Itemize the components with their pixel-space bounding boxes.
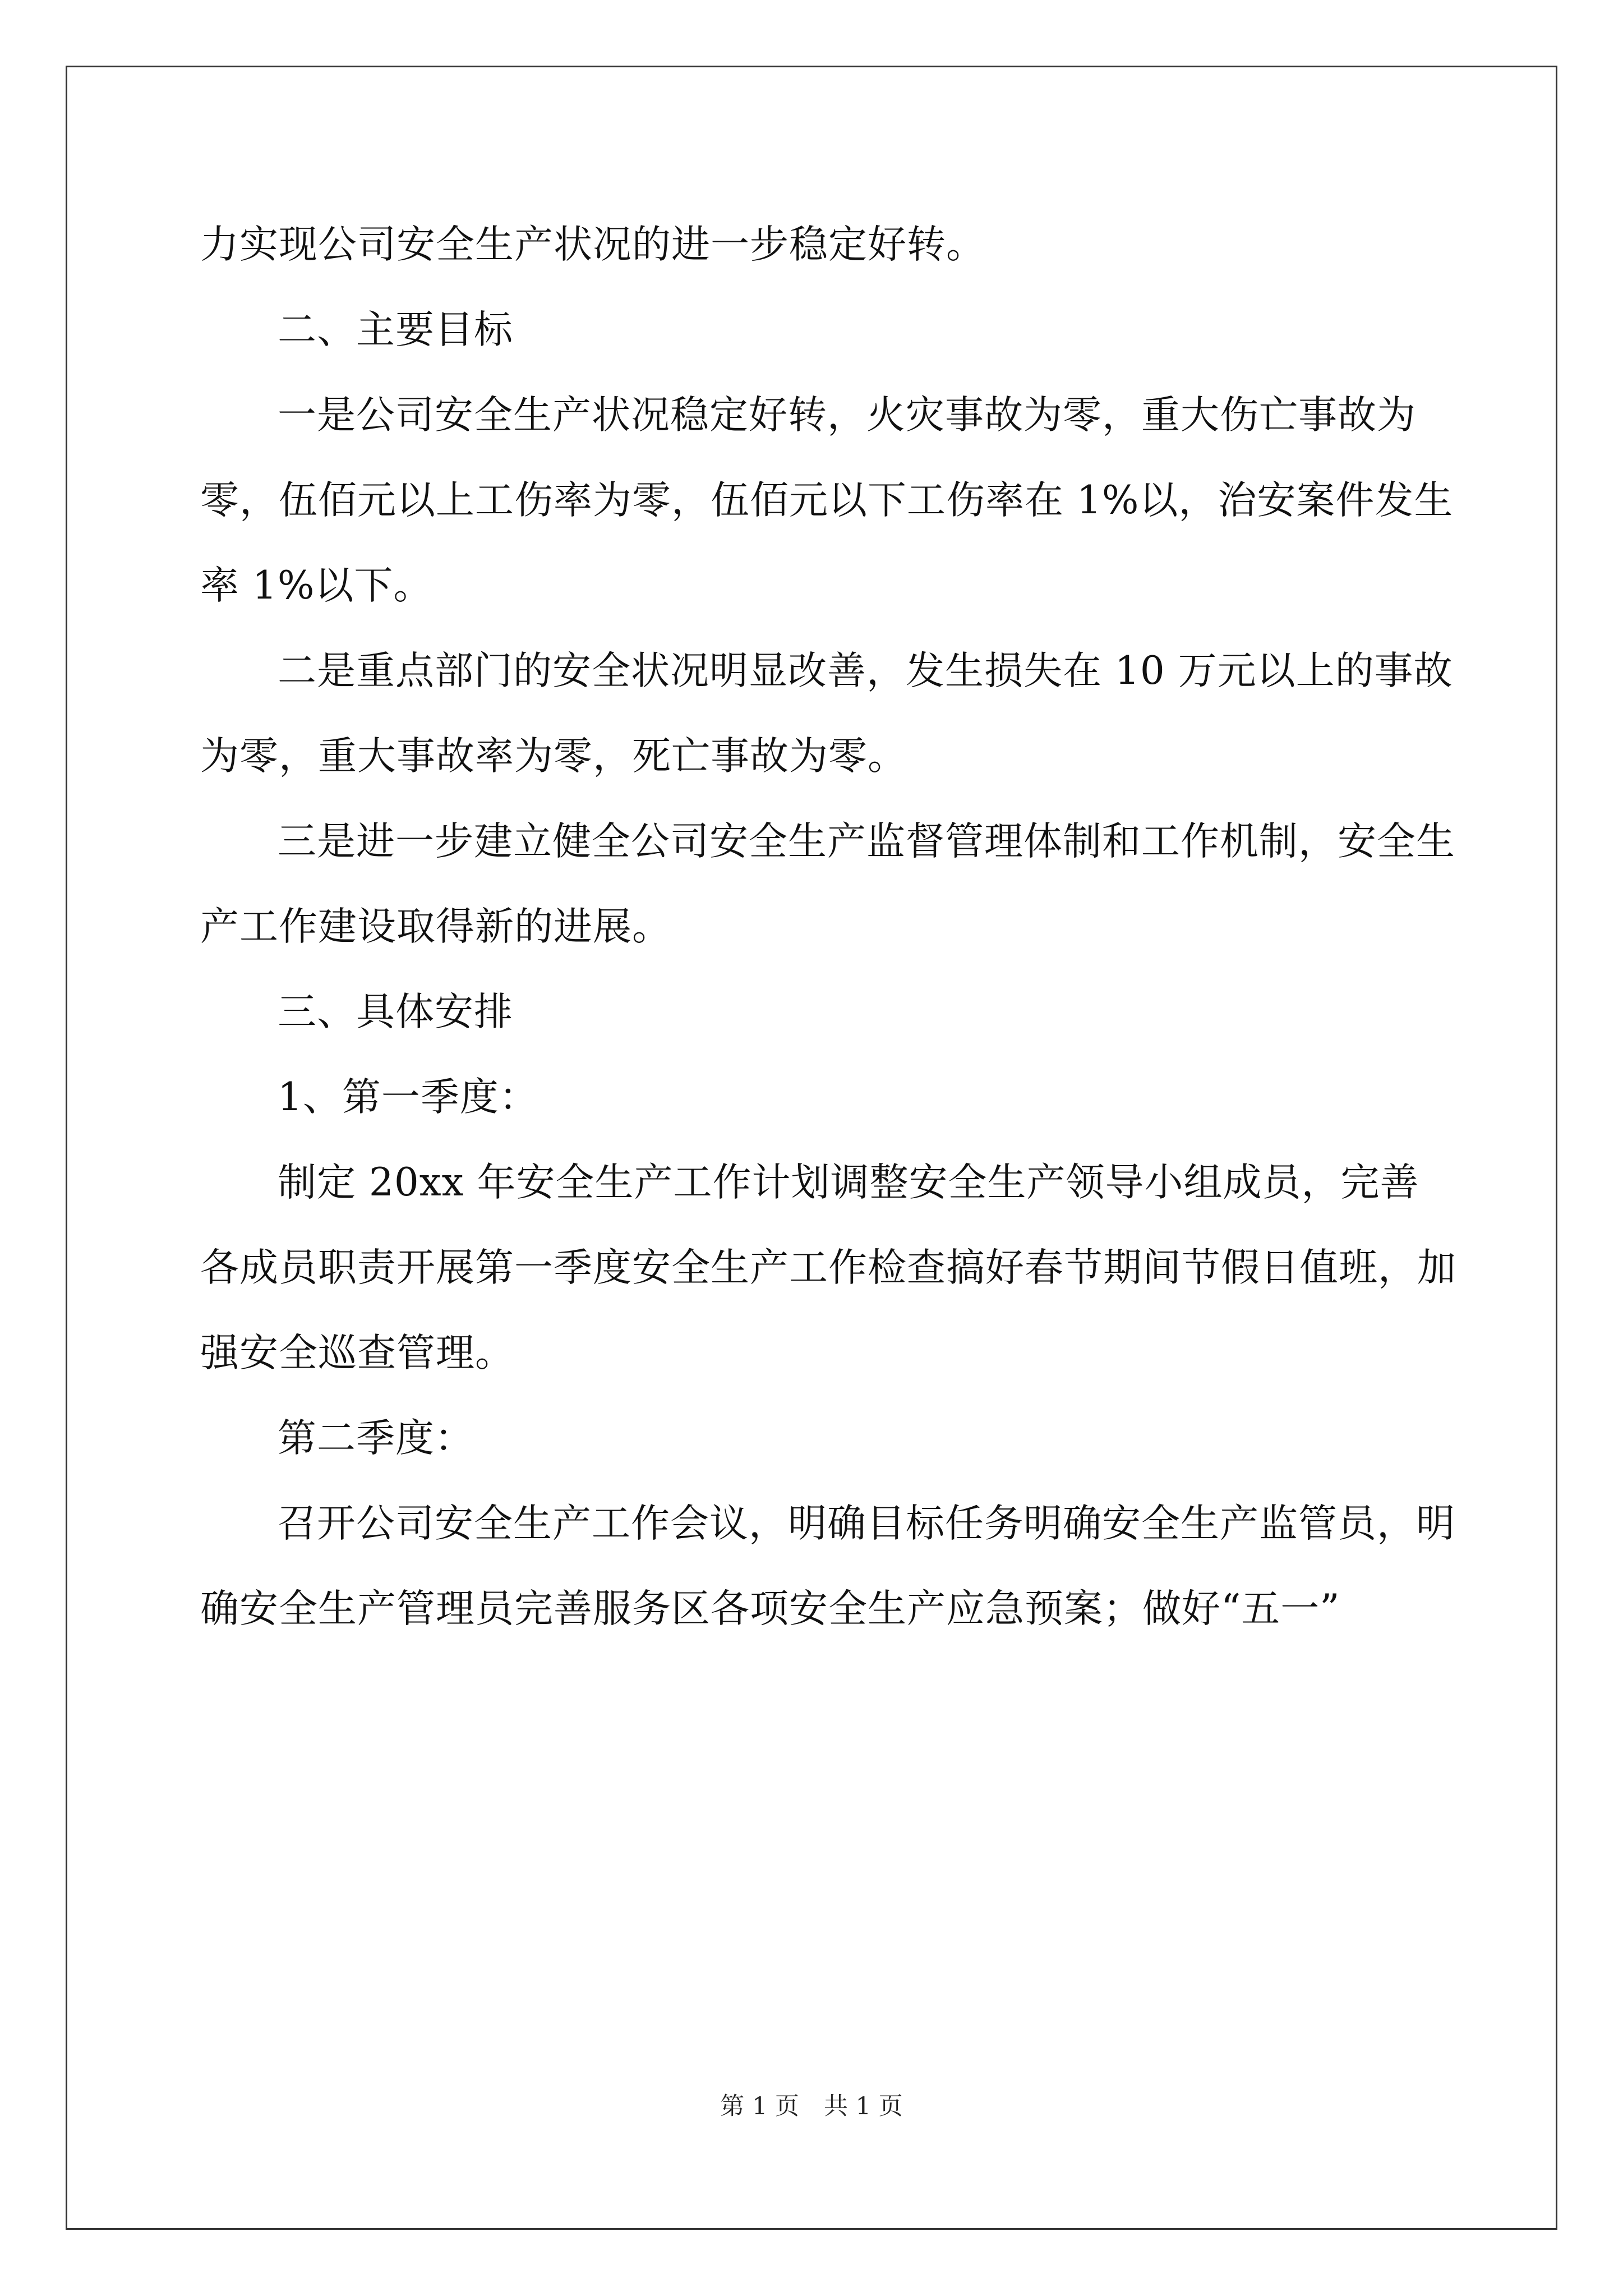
paragraph: 一是公司安全生产状况稳定好转，火灾事故为零，重大伤亡事故为零，伍佰元以上工伤率为零，伍佰元以下工伤率在 1%以，治安案件发生率 1%以下。	[200, 393, 1454, 608]
paragraph: 制定 20xx 年安全生产工作计划调整安全生产领导小组成员，完善各成员职责开展第一季度安全生产工作检查搞好春节期间节假日值班，加强安全巡查管理。	[200, 1160, 1456, 1375]
subsection-heading: 1、第一季度：	[278, 1075, 538, 1120]
document-body	[200, 202, 1456, 1651]
section-heading: 二、主要目标	[278, 307, 513, 352]
page-total: 共 1 页	[824, 2092, 903, 2120]
section-heading: 三、具体安排	[278, 990, 513, 1034]
page-number: 第 1 页	[720, 2092, 799, 2120]
paragraph: 召开公司安全生产工作会议，明确目标任务明确安全生产监管员，明确安全生产管理员完善服务区各项安全生产应急预案；做好“五一”	[200, 1501, 1455, 1631]
page-footer	[0, 2090, 1623, 2123]
paragraph: 二是重点部门的安全状况明显改善，发生损失在 10 万元以上的事故为零，重大事故率为零，死亡事故为零。	[200, 648, 1453, 779]
subsection-heading: 第二季度：	[278, 1416, 474, 1461]
paragraph: 三是进一步建立健全公司安全生产监督管理体制和工作机制，安全生产工作建设取得新的进展。	[200, 819, 1455, 949]
paragraph: 力实现公司安全生产状况的进一步稳定好转。	[200, 222, 985, 267]
